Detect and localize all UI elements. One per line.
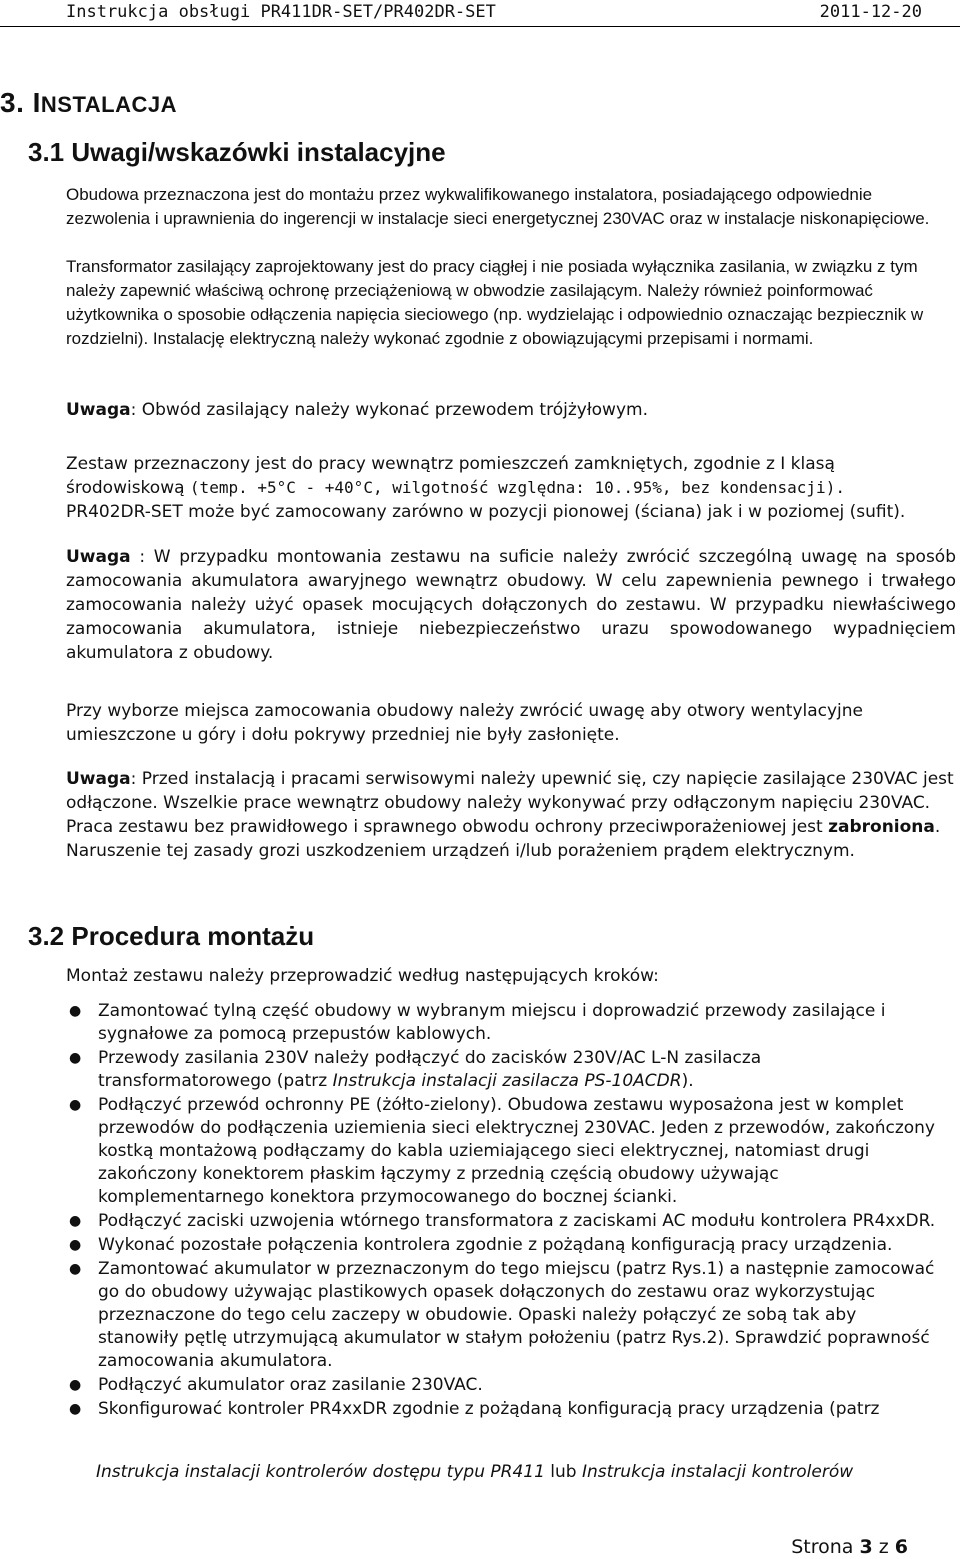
bullet-icon: ● — [69, 1261, 82, 1277]
list-item: ● Zamontować akumulator w przeznaczonym do tego miejscu (patrz Rys.1) a następnie zamocować go do obudowy używając plastikowych opasek dołączonych do zestawu oraz wykorzystując przeznaczone do tego celu zaczepy w obudowie. Opaski należy połączyć ze sobą tak aby stanowiły pętlę utrzymującą akumulator w stałym położeniu (patrz Rys.2). Sprawdzić poprawność zamocowania akumulatora. — [69, 1259, 935, 1371]
chapter-title — [0, 86, 177, 122]
continuation-italic-2: Instrukcja instalacji kontrolerów — [582, 1462, 854, 1482]
section-title-3-2: 3.2 Procedura montażu — [28, 921, 315, 951]
bullet-icon: ● — [69, 1237, 82, 1253]
environment-line-2a: środowiskową — [66, 478, 190, 498]
environment-line-3: PR402DR-SET może być zamocowany zarówno w pozycji pionowej (ściana) jak i w poziomej (sufit). — [66, 502, 906, 522]
list-item: ● Podłączyć zaciski uzwojenia wtórnego transformatora z zaciskami AC modułu kontrolera PR4xxDR. — [69, 1211, 936, 1231]
note-ceiling-mounting — [66, 545, 956, 665]
note-text-1: : Przed instalacją i pracami serwisowymi należy upewnić się, czy napięcie zasilające 230VAC jest odłączone. Wszelkie prace wewnątrz obudowy należy wykonywać przy odłączonym napięciu 230VAC. Praca zestawu bez prawidłowego i sprawnego obwodu ochrony przeciwporażeniowej jest — [66, 769, 954, 837]
continuation-italic-1: Instrukcja instalacji kontrolerów dostępu typu PR411 — [96, 1462, 545, 1482]
note-service-warning — [66, 767, 956, 863]
note-text-2: . Naruszenie tej zasady grozi uszkodzeniem urządzeń i/lub porażeniem prądem elektrycznym. — [66, 817, 941, 861]
header-date: 2011-12-20 — [819, 2, 922, 22]
list-item: ● Skonfigurować kontroler PR4xxDR zgodnie z pożądaną konfiguracją pracy urządzenia (patrz — [69, 1399, 880, 1419]
list-item: ● Podłączyć akumulator oraz zasilanie 230VAC. — [69, 1375, 483, 1395]
environment-conditions: (temp. +5°C - +40°C, wilgotność względna: 10..95%, bez kondensacji). — [189, 478, 845, 497]
bullet-icon: ● — [69, 1003, 82, 1019]
page-number: Strona 3 z 6 — [791, 1536, 908, 1558]
procedure-steps-list — [66, 1000, 938, 1422]
chapter-first-letter: I — [32, 87, 41, 118]
header-doc-title: Instrukcja obsługi PR411DR-SET/PR402DR-SET — [66, 2, 496, 22]
paragraph-environment — [66, 452, 956, 524]
list-item: ● Wykonać pozostałe połączenia kontrolera zgodnie z pożądaną konfiguracją pracy urządzenia. — [69, 1235, 893, 1255]
note-power-circuit — [66, 398, 956, 422]
paragraph-ventilation: Przy wyborze miejsca zamocowania obudowy należy zwrócić uwagę aby otwory wentylacyjne umieszczone u góry i dołu pokrywy przedniej nie były zasłonięte. — [66, 701, 864, 745]
chapter-rest: NSTALACJA — [40, 92, 178, 117]
bullet-icon: ● — [69, 1097, 82, 1113]
paragraph-transformer: Transformator zasilający zaprojektowany jest do pracy ciągłej i nie posiada wyłącznika zasilania, w związku z tym należy zapewnić właściwą ochronę przeciążeniową w obwodzie zasilającym. Należy również poinformować użytkownika o sposobie odłączenia napięcia sieciowego (np. wydzielając i odpowiednio oznaczając bezpiecznik w rozdzielni). Instalację elektryczną należy wykonać zgodnie z obowiązującymi przepisami i normami. — [66, 257, 924, 348]
note-label: Uwaga — [66, 400, 131, 420]
current-page: 3 — [859, 1536, 873, 1558]
bullet-icon: ● — [69, 1213, 82, 1229]
page-header — [0, 0, 960, 26]
continuation-or: lub — [544, 1462, 582, 1482]
list-item: ● Przewody zasilania 230V należy podłączyć do zacisków 230V/AC L-N zasilacza transformatorowego (patrz Instrukcja instalacji zasilacza PS-10ACDR). — [69, 1048, 762, 1091]
list-item: ● Zamontować tylną część obudowy w wybranym miejscu i doprowadzić przewody zasilające i sygnałowe za pomocą przepustów kablowych. — [69, 1001, 886, 1044]
note-text: : Obwód zasilający należy wykonać przewodem trójżyłowym. — [130, 400, 648, 420]
note-text: : W przypadku montowania zestawu na suficie należy zwrócić szczególną uwagę na sposób zamocowania akumulatora awaryjnego wewnątrz obudowy. W celu zapewnienia pewnego i trwałego zamocowania należy użyć opasek mocujących dołączonych do zestawu. W przypadku niewłaściwego zamocowania akumulatora, istnieje niebezpieczeństwo urazu spowodowanego wypadnięciem akumulatora z obudowy. — [66, 547, 956, 663]
bullet-icon: ● — [69, 1377, 82, 1393]
note-label: Uwaga — [66, 547, 131, 567]
section-title-3-1: 3.1 Uwagi/wskazówki instalacyjne — [28, 137, 446, 167]
steps-continuation — [96, 1461, 853, 1484]
paragraph-qualification: Obudowa przeznaczona jest do montażu przez wykwalifikowanego instalatora, posiadającego odpowiednie zezwolenia i uprawnienia do ingerencji w instalacje sieci energetycznej 230VAC oraz w instalacje niskonapięciowe. — [66, 185, 930, 228]
note-bold-word: zabroniona — [828, 817, 935, 837]
chapter-number: 3. — [0, 87, 25, 118]
note-label: Uwaga — [66, 769, 131, 789]
bullet-icon: ● — [69, 1401, 82, 1417]
procedure-intro: Montaż zestawu należy przeprowadzić według następujących kroków: — [66, 966, 659, 986]
environment-line-1: Zestaw przeznaczony jest do pracy wewnątrz pomieszczeń zamkniętych, zgodnie z I klasą — [66, 454, 835, 474]
bullet-icon: ● — [69, 1050, 82, 1066]
header-divider — [0, 26, 960, 27]
total-pages: 6 — [894, 1536, 908, 1558]
list-item: ● Podłączyć przewód ochronny PE (żółto-zielony). Obudowa zestawu wyposażona jest w komplet przewodów do podłączenia uziemienia sieci elektrycznej 230VAC. Jeden z przewodów, zakończony kostką montażową podłączamy do kabla uziemiającego sieci elektrycznej, natomiast drugi zakończony konektorem płaskim łączymy z przednią częścią obudowy używając komplementarnego konektora przymocowanego do bocznej ścianki. — [69, 1095, 935, 1207]
